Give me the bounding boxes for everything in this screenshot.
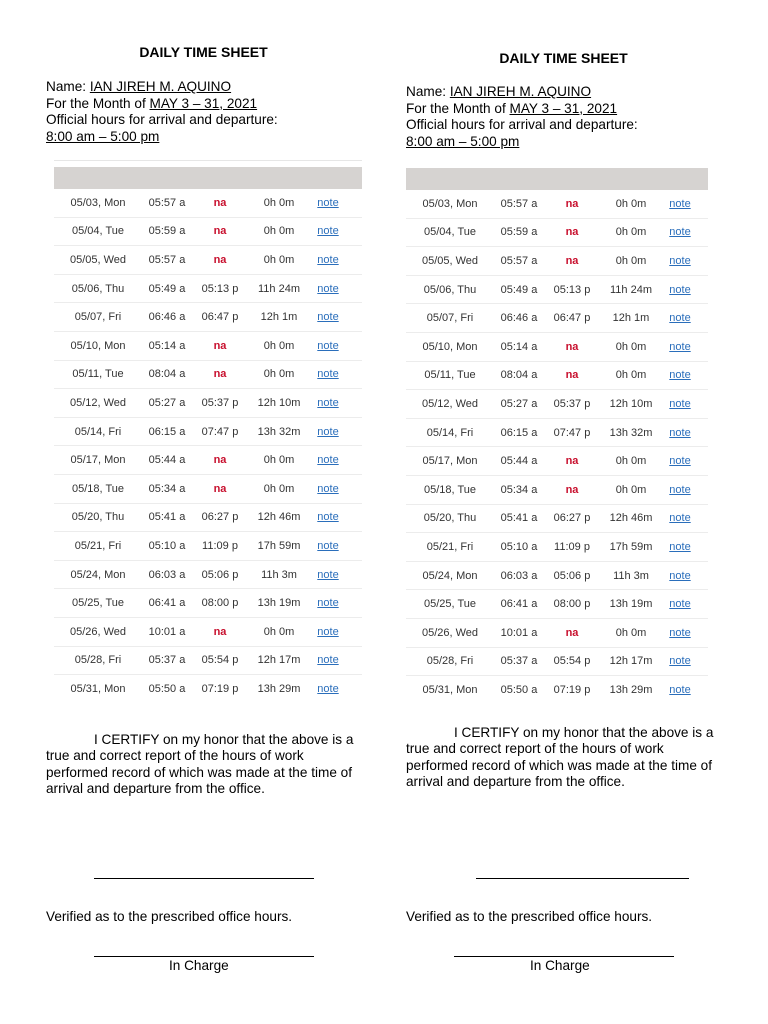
note-link[interactable]: note	[669, 569, 691, 582]
row-time-in: 06:03 a	[148, 568, 186, 581]
row-time-out: 06:27 p	[201, 511, 239, 524]
table-header	[406, 168, 708, 190]
row-time-in: 06:41 a	[148, 597, 186, 610]
row-date: 05/17, Mon	[422, 455, 478, 468]
row-time-out: 08:00 p	[201, 597, 239, 610]
note-link[interactable]: note	[669, 512, 691, 525]
signature-line-employee	[94, 878, 314, 879]
row-date: 05/31, Mon	[422, 684, 478, 697]
row-time-out: na	[213, 368, 227, 381]
note-link[interactable]: note	[669, 655, 691, 668]
row-time-in: 10:01 a	[500, 626, 538, 639]
in-charge-label: In Charge	[169, 958, 229, 973]
row-time-out: 06:27 p	[553, 512, 591, 525]
row-time-in: 05:27 a	[148, 396, 186, 409]
table-row	[406, 476, 708, 505]
note-link[interactable]: note	[669, 197, 691, 210]
row-duration: 0h 0m	[263, 368, 295, 381]
row-duration: 12h 10m	[257, 396, 301, 409]
row-date: 05/28, Fri	[426, 655, 474, 668]
table-row	[406, 676, 708, 705]
month-label: For the Month of	[46, 95, 150, 111]
note-link[interactable]: note	[669, 397, 691, 410]
row-date: 05/11, Tue	[424, 369, 476, 382]
note-link[interactable]: note	[669, 540, 691, 553]
row-date: 05/24, Mon	[422, 569, 478, 582]
row-time-out: 07:47 p	[201, 425, 239, 438]
row-duration: 17h 59m	[609, 540, 653, 553]
row-time-out: 11:09 p	[554, 540, 590, 553]
table-row	[406, 333, 708, 362]
official-hours-value: 8:00 am – 5:00 pm	[46, 128, 160, 144]
row-date: 05/20, Thu	[423, 512, 477, 525]
note-link[interactable]: note	[669, 312, 691, 325]
row-date: 05/21, Fri	[426, 540, 474, 553]
table-row	[54, 675, 362, 704]
row-duration: 11h 24m	[258, 282, 300, 295]
note-link[interactable]: note	[317, 282, 339, 295]
table-row	[406, 304, 708, 333]
row-duration: 0h 0m	[615, 226, 647, 239]
row-time-in: 05:59 a	[500, 226, 538, 239]
row-date: 05/07, Fri	[426, 312, 474, 325]
row-duration: 12h 17m	[609, 655, 653, 668]
row-time-in: 06:15 a	[148, 425, 186, 438]
row-duration: 0h 0m	[615, 254, 647, 267]
note-link[interactable]: note	[317, 454, 339, 467]
row-date: 05/06, Thu	[423, 283, 477, 296]
note-link[interactable]: note	[317, 396, 339, 409]
row-duration: 0h 0m	[615, 340, 647, 353]
row-time-out: 08:00 p	[553, 598, 591, 611]
row-date: 05/12, Wed	[69, 396, 127, 409]
row-date: 05/04, Tue	[424, 226, 476, 239]
row-time-out: 05:13 p	[553, 283, 591, 296]
row-time-out: 05:13 p	[201, 282, 239, 295]
row-time-in: 05:50 a	[148, 683, 186, 696]
table-row	[54, 618, 362, 647]
row-duration: 17h 59m	[257, 539, 301, 552]
row-time-in: 06:15 a	[500, 426, 538, 439]
row-time-in: 05:27 a	[500, 397, 538, 410]
row-date: 05/14, Fri	[426, 426, 474, 439]
row-duration: 11h 3m	[613, 569, 649, 582]
row-time-in: 05:57 a	[148, 253, 186, 266]
row-duration: 0h 0m	[615, 455, 647, 468]
certification-text: I CERTIFY on my honor that the above is a true and correct report of the hours of work performed record of which was made at the time of arrival and departure from the office.	[46, 732, 354, 797]
row-duration: 11h 3m	[261, 568, 297, 581]
table-row	[406, 533, 708, 562]
row-time-out: na	[565, 369, 579, 382]
row-time-out: na	[565, 483, 579, 496]
table-row	[54, 389, 362, 418]
table-row	[54, 532, 362, 561]
row-time-in: 05:59 a	[148, 225, 186, 238]
table-row	[54, 418, 362, 447]
row-time-out: 07:19 p	[201, 683, 239, 696]
note-link[interactable]: note	[669, 598, 691, 611]
row-time-out: 11:09 p	[202, 539, 238, 552]
row-duration: 13h 19m	[257, 597, 301, 610]
row-time-out: 05:37 p	[201, 396, 239, 409]
row-date: 05/31, Mon	[70, 683, 126, 696]
row-duration: 12h 1m	[260, 311, 298, 324]
row-time-in: 06:41 a	[500, 598, 538, 611]
row-duration: 13h 29m	[257, 683, 301, 696]
row-time-in: 05:49 a	[500, 283, 538, 296]
row-time-in: 05:57 a	[500, 197, 538, 210]
table-header	[54, 167, 362, 189]
row-duration: 11h 24m	[610, 283, 652, 296]
row-time-out: na	[565, 254, 579, 267]
signature-line-employee	[476, 878, 689, 879]
table-row	[406, 219, 708, 248]
verified-text: Verified as to the prescribed office hours.	[406, 909, 653, 924]
table-row	[54, 303, 362, 332]
row-date: 05/25, Tue	[72, 597, 124, 610]
row-time-in: 08:04 a	[148, 368, 186, 381]
row-duration: 12h 17m	[257, 654, 301, 667]
note-link[interactable]: note	[317, 597, 339, 610]
row-date: 05/18, Tue	[424, 483, 476, 496]
row-duration: 0h 0m	[263, 625, 295, 638]
row-duration: 0h 0m	[615, 626, 647, 639]
note-link[interactable]: note	[317, 311, 339, 324]
note-link[interactable]: note	[317, 339, 339, 352]
row-time-out: 05:54 p	[553, 655, 591, 668]
row-duration: 0h 0m	[263, 225, 295, 238]
row-time-in: 05:10 a	[500, 540, 538, 553]
row-duration: 0h 0m	[615, 483, 647, 496]
signature-line-in-charge	[94, 956, 314, 957]
row-date: 05/21, Fri	[74, 539, 122, 552]
note-link[interactable]: note	[317, 539, 339, 552]
row-duration: 0h 0m	[615, 369, 647, 382]
table-row	[406, 419, 708, 448]
month-value: MAY 3 – 31, 2021	[509, 100, 618, 116]
row-time-in: 06:46 a	[148, 311, 186, 324]
note-link[interactable]: note	[669, 626, 691, 639]
row-time-out: na	[213, 625, 227, 638]
row-time-in: 05:37 a	[500, 655, 538, 668]
row-time-out: na	[565, 626, 579, 639]
row-time-in: 05:37 a	[148, 654, 186, 667]
employee-name: IAN JIREH M. AQUINO	[89, 79, 232, 94]
row-duration: 12h 10m	[609, 397, 653, 410]
row-time-in: 06:03 a	[500, 569, 538, 582]
row-date: 05/03, Mon	[70, 196, 126, 209]
row-duration: 12h 46m	[257, 511, 301, 524]
row-time-out: 05:37 p	[553, 397, 591, 410]
table-row	[406, 447, 708, 476]
row-time-in: 05:49 a	[148, 282, 186, 295]
row-duration: 12h 1m	[612, 312, 650, 325]
note-link[interactable]: note	[317, 196, 339, 209]
row-date: 05/05, Wed	[69, 253, 127, 266]
official-hours-label: Official hours for arrival and departure:	[406, 117, 638, 133]
table-row	[54, 332, 362, 361]
note-link[interactable]: note	[317, 482, 339, 495]
row-time-in: 05:50 a	[500, 684, 538, 697]
row-time-out: 06:47 p	[201, 311, 239, 324]
row-date: 05/07, Fri	[74, 311, 122, 324]
note-link[interactable]: note	[317, 683, 339, 696]
note-link[interactable]: note	[317, 368, 339, 381]
verified-text: Verified as to the prescribed office hours.	[46, 909, 293, 924]
note-link[interactable]: note	[669, 684, 691, 697]
row-date: 05/26, Wed	[421, 626, 479, 639]
row-time-in: 05:10 a	[148, 539, 186, 552]
signature-line-in-charge	[454, 956, 674, 957]
row-date: 05/28, Fri	[74, 654, 122, 667]
table-row	[406, 590, 708, 619]
note-link[interactable]: note	[317, 253, 339, 266]
note-link[interactable]: note	[317, 654, 339, 667]
table-row	[406, 390, 708, 419]
row-time-out: na	[213, 339, 227, 352]
table-row	[406, 505, 708, 534]
row-time-out: 06:47 p	[553, 312, 591, 325]
row-time-out: na	[213, 225, 227, 238]
certification-text: I CERTIFY on my honor that the above is a true and correct report of the hours of work performed record of which was made at the time of arrival and departure from the office.	[406, 725, 714, 790]
row-time-in: 05:14 a	[148, 339, 186, 352]
row-time-out: 05:54 p	[201, 654, 239, 667]
row-date: 05/03, Mon	[422, 197, 478, 210]
row-date: 05/24, Mon	[70, 568, 126, 581]
name-label: Name:	[46, 79, 90, 94]
table-row	[54, 446, 362, 475]
month-value: MAY 3 – 31, 2021	[149, 95, 258, 111]
table-row	[54, 475, 362, 504]
row-time-in: 05:34 a	[148, 482, 186, 495]
note-link[interactable]: note	[669, 226, 691, 239]
table-row	[406, 190, 708, 219]
in-charge-label: In Charge	[530, 958, 590, 973]
note-link[interactable]: note	[669, 426, 691, 439]
row-date: 05/06, Thu	[71, 282, 125, 295]
note-link[interactable]: note	[317, 568, 339, 581]
table-row	[54, 246, 362, 275]
table-body	[54, 189, 362, 704]
row-date: 05/10, Mon	[422, 340, 478, 353]
row-time-out: 07:47 p	[553, 426, 591, 439]
row-time-out: 05:06 p	[553, 569, 591, 582]
time-table	[54, 160, 362, 704]
row-date: 05/20, Thu	[71, 511, 125, 524]
row-time-in: 10:01 a	[148, 625, 186, 638]
table-row	[406, 562, 708, 591]
row-date: 05/26, Wed	[69, 625, 127, 638]
row-time-out: na	[213, 454, 227, 467]
row-time-in: 05:44 a	[148, 454, 186, 467]
sheet-title: DAILY TIME SHEET	[139, 44, 268, 60]
row-duration: 13h 32m	[609, 426, 653, 439]
note-link[interactable]: note	[669, 340, 691, 353]
official-hours-label: Official hours for arrival and departure:	[46, 112, 278, 128]
row-duration: 13h 19m	[609, 598, 653, 611]
name-label: Name:	[406, 84, 450, 99]
row-date: 05/10, Mon	[70, 339, 126, 352]
table-row	[54, 504, 362, 533]
row-date: 05/05, Wed	[421, 254, 479, 267]
row-duration: 0h 0m	[263, 196, 295, 209]
month-label: For the Month of	[406, 100, 510, 116]
employee-info	[46, 79, 278, 145]
row-date: 05/14, Fri	[74, 425, 122, 438]
row-time-out: na	[213, 482, 227, 495]
note-link[interactable]: note	[317, 225, 339, 238]
row-duration: 0h 0m	[263, 253, 295, 266]
row-time-out: na	[565, 455, 579, 468]
note-link[interactable]: note	[317, 511, 339, 524]
row-duration: 12h 46m	[609, 512, 653, 525]
table-row	[54, 589, 362, 618]
table-body	[406, 190, 708, 705]
row-time-in: 05:57 a	[500, 254, 538, 267]
row-duration: 0h 0m	[263, 482, 295, 495]
row-time-out: na	[213, 253, 227, 266]
row-date: 05/25, Tue	[424, 598, 476, 611]
table-row	[54, 647, 362, 676]
table-top-divider	[54, 160, 362, 161]
row-time-in: 05:14 a	[500, 340, 538, 353]
note-link[interactable]: note	[669, 369, 691, 382]
employee-info	[406, 84, 638, 150]
official-hours-value: 8:00 am – 5:00 pm	[406, 133, 520, 149]
row-date: 05/17, Mon	[70, 454, 126, 467]
row-time-out: na	[213, 196, 227, 209]
note-link[interactable]: note	[317, 625, 339, 638]
employee-name: IAN JIREH M. AQUINO	[449, 84, 592, 99]
row-duration: 13h 32m	[257, 425, 301, 438]
row-time-in: 05:44 a	[500, 455, 538, 468]
row-time-in: 05:57 a	[148, 196, 186, 209]
row-time-out: 07:19 p	[553, 684, 591, 697]
row-time-out: na	[565, 197, 579, 210]
row-time-out: na	[565, 226, 579, 239]
row-time-in: 08:04 a	[500, 369, 538, 382]
table-row	[406, 362, 708, 391]
note-link[interactable]: note	[669, 254, 691, 267]
row-date: 05/12, Wed	[421, 397, 479, 410]
row-time-out: 05:06 p	[201, 568, 239, 581]
table-row	[54, 218, 362, 247]
sheet-title: DAILY TIME SHEET	[499, 50, 628, 66]
row-date: 05/18, Tue	[72, 482, 124, 495]
row-time-in: 06:46 a	[500, 312, 538, 325]
row-duration: 0h 0m	[263, 339, 295, 352]
table-row	[54, 361, 362, 390]
note-link[interactable]: note	[669, 455, 691, 468]
row-time-in: 05:34 a	[500, 483, 538, 496]
row-duration: 0h 0m	[615, 197, 647, 210]
note-link[interactable]: note	[669, 283, 691, 296]
row-time-in: 05:41 a	[500, 512, 538, 525]
note-link[interactable]: note	[669, 483, 691, 496]
time-table	[406, 168, 708, 705]
row-time-out: na	[565, 340, 579, 353]
row-duration: 13h 29m	[609, 684, 653, 697]
note-link[interactable]: note	[317, 425, 339, 438]
table-row	[406, 247, 708, 276]
row-date: 05/04, Tue	[72, 225, 124, 238]
row-date: 05/11, Tue	[72, 368, 124, 381]
table-row	[54, 275, 362, 304]
table-row	[54, 561, 362, 590]
table-row	[406, 648, 708, 677]
table-row	[406, 276, 708, 305]
table-row	[54, 189, 362, 218]
table-row	[406, 619, 708, 648]
row-duration: 0h 0m	[263, 454, 295, 467]
row-time-in: 05:41 a	[148, 511, 186, 524]
